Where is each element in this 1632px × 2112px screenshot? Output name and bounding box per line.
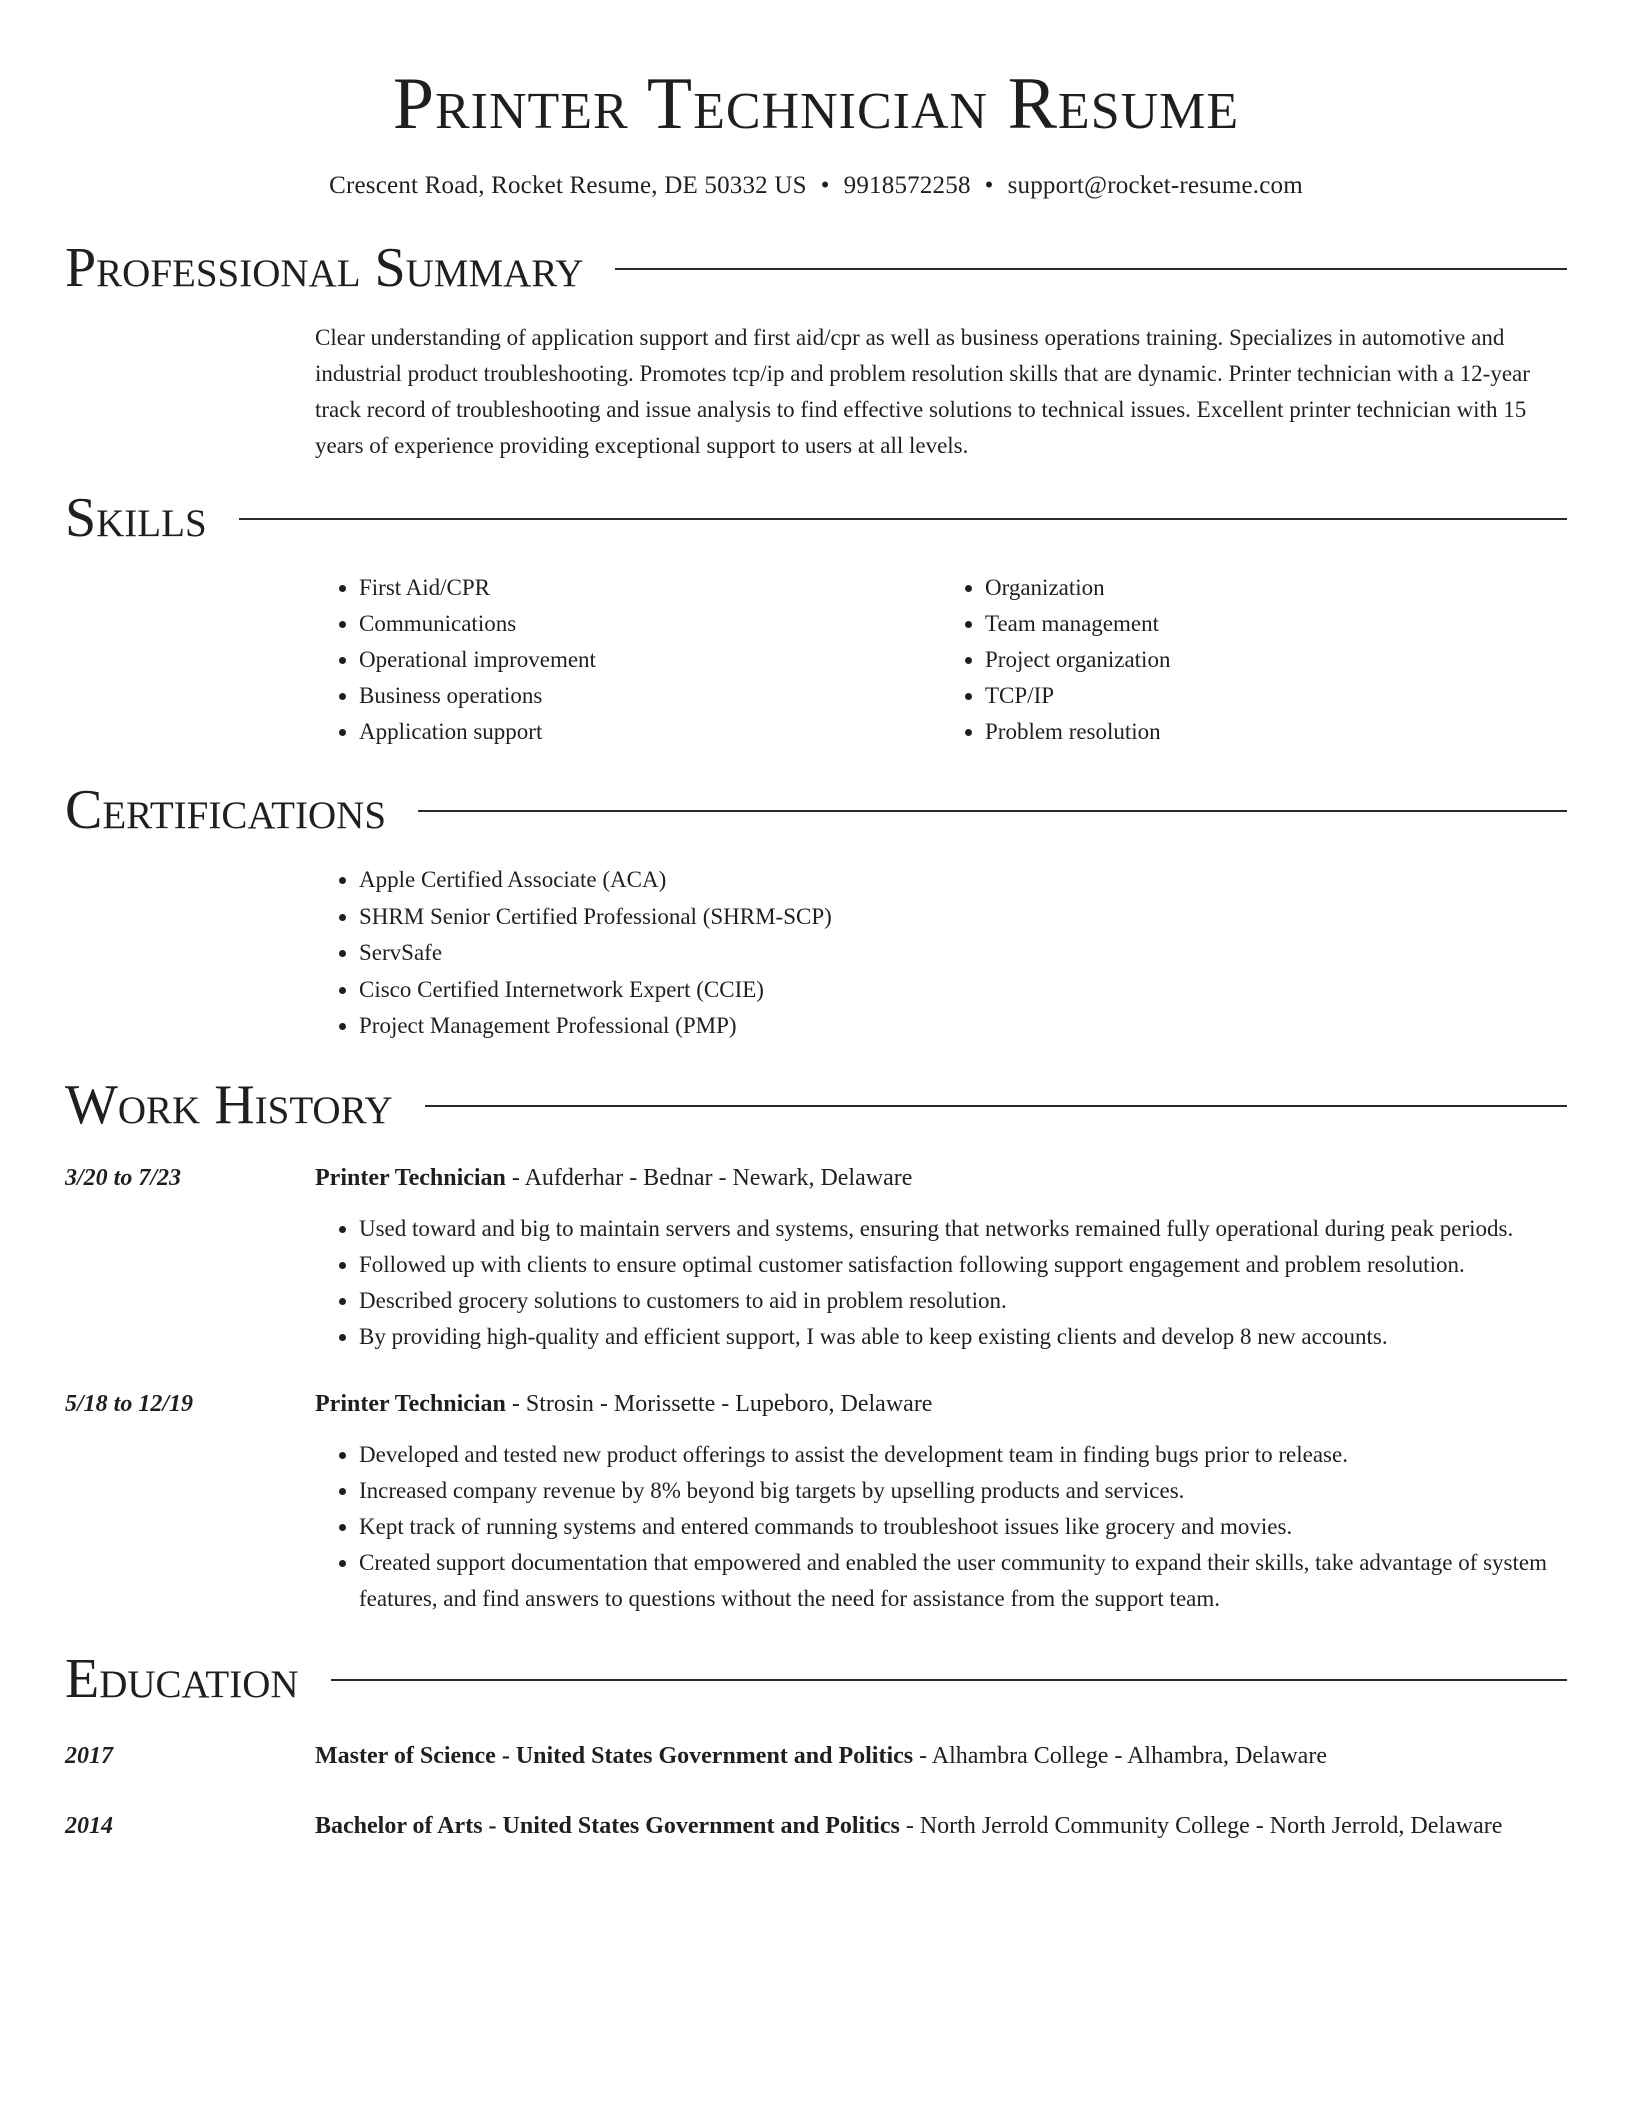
certification-item: • Project Management Professional (PMP) [359,1008,1567,1045]
skill-item: • Team management [985,606,1567,642]
job-bullets [315,1211,1567,1355]
job-bullets-wrapper [315,1211,1567,1355]
education-degree: Bachelor of Arts - United States Government and Politics [315,1812,900,1839]
skill-item: • Application support [359,714,941,750]
job-entry [65,1385,1567,1423]
education-heading-line [315,1807,1567,1845]
job-bullet: • Described grocery solutions to customers to aid in problem resolution. [359,1283,1567,1319]
contact-address: Crescent Road, Rocket Resume, DE 50332 US [329,172,807,199]
education-heading: Education [65,1647,299,1710]
job-bullet: • Kept track of running systems and entered commands to troubleshoot issues like grocery and movies. [359,1509,1567,1545]
job-bullet: • By providing high-quality and efficient support, I was able to keep existing clients and develop 8 new accounts. [359,1319,1567,1355]
skill-item: • Communications [359,606,941,642]
skill-item: • Operational improvement [359,642,941,678]
job-title: Printer Technician [315,1164,506,1191]
summary-heading: Professional Summary [65,237,584,299]
skill-item: • Organization [985,570,1567,606]
job-dates: 3/20 to 7/23 [65,1164,182,1191]
section-divider [418,810,1567,812]
section-divider [425,1105,1567,1107]
resume-title: Printer Technician Resume [392,63,1240,145]
job-entry [65,1159,1567,1197]
job-heading [315,1385,1567,1423]
job-company: - Strosin - Morissette - Lupeboro, Delaware [505,1390,933,1417]
education-section-header [65,1647,1567,1711]
summary-section-header [65,236,1567,300]
job-bullet: • Used toward and big to maintain servers and systems, ensuring that networks remained fully operational during peak periods. [359,1211,1567,1247]
contact-email[interactable]: support@rocket-resume.com [1007,172,1303,199]
section-divider [331,1679,1567,1681]
skill-item: • Project organization [985,642,1567,678]
job-bullets [315,1437,1567,1617]
job-bullet: • Created support documentation that empowered and enabled the user community to expand their skills, take advantage of system features, and find answers to questions without the need for assistance from the support team. [359,1545,1567,1617]
work-heading: Work History [65,1073,393,1136]
certifications-heading: Certifications [65,779,387,841]
education-year: 2014 [65,1812,113,1839]
job-bullet: • Increased company revenue by 8% beyond big targets by upselling products and services. [359,1473,1567,1509]
work-section-header [65,1073,1567,1137]
education-year: 2017 [65,1742,113,1769]
skill-item: • Business operations [359,678,941,714]
skills-section-header [65,486,1567,550]
education-heading-line [315,1737,1567,1775]
section-divider [239,518,1567,520]
education-school: - North Jerrold Community College - North Jerrold, Delaware [899,1812,1503,1839]
contact-phone: 9918572258 [843,172,971,199]
certifications-section-header [65,778,1567,842]
job-bullet: • Followed up with clients to ensure optimal customer satisfaction following support engagement and problem resolution. [359,1247,1567,1283]
skills-list-right [941,570,1567,750]
job-title: Printer Technician [315,1390,506,1417]
job-bullets-wrapper [315,1437,1567,1617]
education-school: - Alhambra College - Alhambra, Delaware [913,1742,1327,1769]
education-degree: Master of Science - United States Government and Politics [315,1742,914,1769]
section-divider [615,268,1567,270]
contact-line [65,170,1567,202]
skills-grid [315,570,1567,750]
skill-item: • Problem resolution [985,714,1567,750]
job-company: - Aufderhar - Bednar - Newark, Delaware [505,1164,913,1191]
certification-item: • ServSafe [359,935,1567,972]
certification-item: • SHRM Senior Certified Professional (SHRM-SCP) [359,899,1567,936]
certifications-list-wrapper [315,862,1567,1045]
skills-heading: Skills [65,487,207,549]
job-bullet: • Developed and tested new product offerings to assist the development team in finding bugs prior to release. [359,1437,1567,1473]
certification-item: • Cisco Certified Internetwork Expert (CCIE) [359,972,1567,1009]
skill-item: • First Aid/CPR [359,570,941,606]
certifications-list [315,862,1567,1045]
skill-item: • TCP/IP [985,678,1567,714]
skills-list-left [315,570,941,750]
education-entry [65,1737,1567,1775]
summary-text: Clear understanding of application support and first aid/cpr as well as business operations training. Specializes in automotive and industrial product troubleshooting. Promotes tcp/ip and problem resolution skills that are dynamic. Printer technician with a 12-year track record of troubleshooting and issue analysis to find effective solutions to technical issues. Excellent printer technician with 15 years of experience providing exceptional support to users at all levels. [315,325,1530,458]
certification-item: • Apple Certified Associate (ACA) [359,862,1567,899]
education-entry [65,1807,1567,1845]
contact-separator: • [820,172,830,199]
job-heading [315,1159,1567,1197]
job-dates: 5/18 to 12/19 [65,1390,194,1417]
contact-separator: • [984,172,994,199]
